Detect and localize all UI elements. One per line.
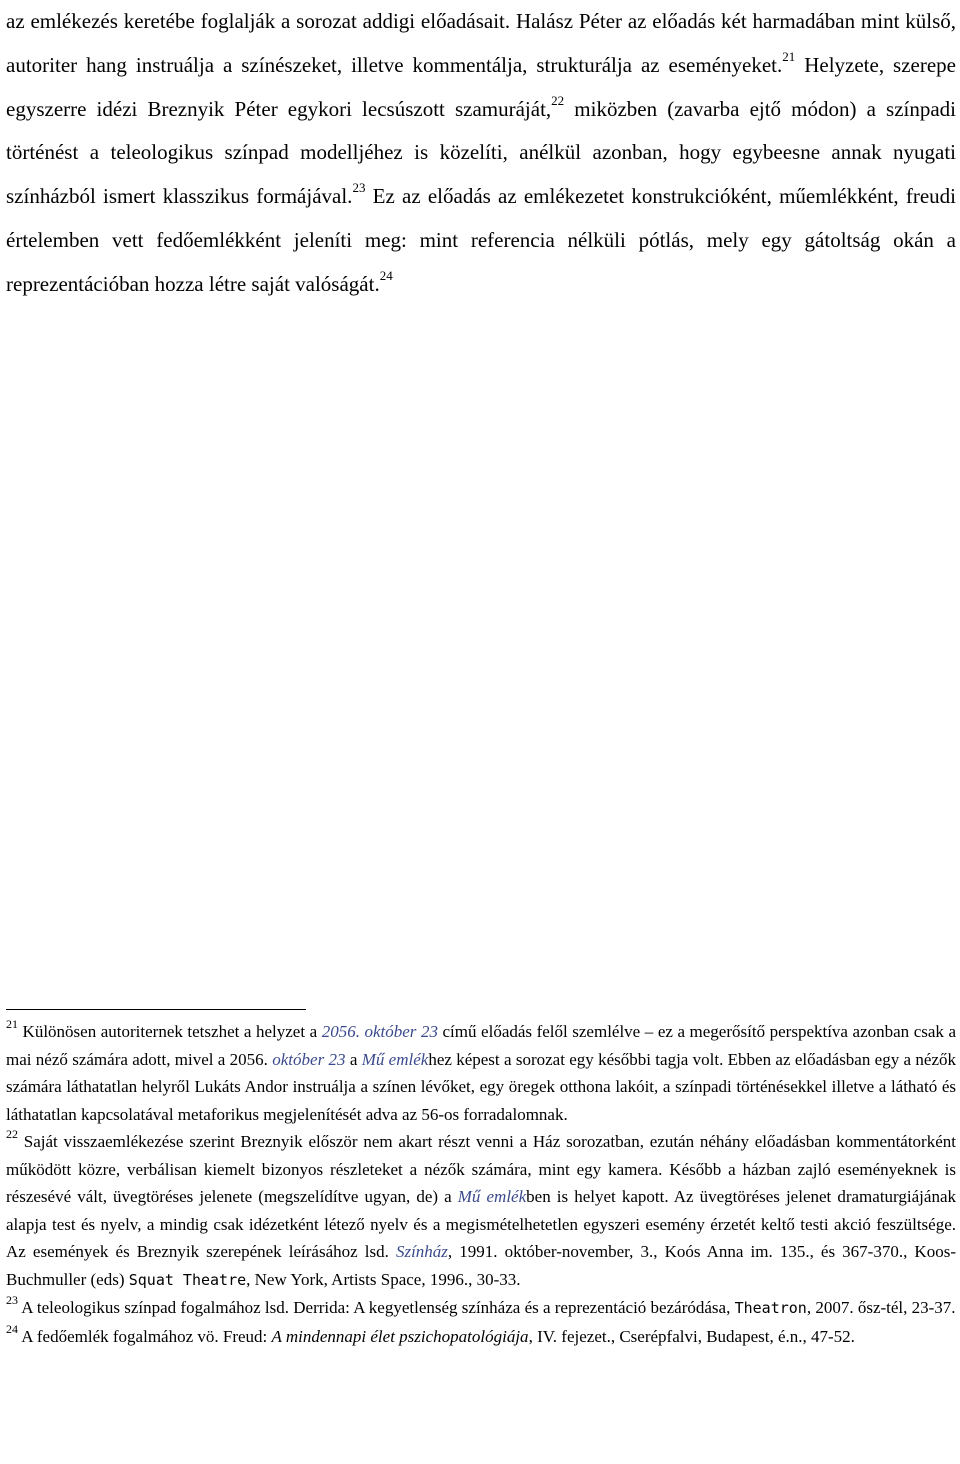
footnote-24 [6,1323,956,1351]
footnote-text: című előadás felől szemlélve – ez a megerősítő perspektíva azonban csak a mai néző számára adott, mivel a 2056. [6,1022,956,1069]
footnote-italic: Mű emlék [361,1049,429,1069]
footnote-text: a [345,1049,362,1069]
footnote-number: 23 [6,1293,18,1308]
body-text-segment: az emlékezés keretébe foglalják a sorozat addigi előadásait. Halász Péter az előadás két harmadában mint külső, autoriter hang instruálja a színészeket, illetve kommentálja, strukturálja az eseményeket. [6,9,956,77]
footnote-mono: Squat Theatre [128,1270,247,1289]
body-paragraph [6,0,956,307]
footnote-text: , 2007. ősz-tél, 23-37. [806,1298,956,1317]
footnote-23 [6,1294,956,1323]
footnote-text: ben is helyet kapott. Az üvegtöréses jelenet dramaturgiájának alapja test és nyelv, a mindig csak idézetként létező nyelv és a megismételhetetlen egyszeri esemény érzetét keltő testi akció feszültsége. Az események és Breznyik szerepének leírásához lsd. [6,1187,956,1261]
footnote-text: , 1991. október-november, 3., Koós Anna im. 135., és 367-370., Koos-Buchmuller (eds) [6,1242,956,1289]
footnote-ref-21[interactable]: 21 [782,48,796,64]
main-text [6,0,956,307]
footnote-text: hez képest a sorozat egy későbbi tagja volt. Ebben az előadásban egy a nézők számára láthatatlan helyről Lukáts Andor instruálja a színen lévőket, egy öregek otthona lakóit, a színpadi történésekkel illetve a látható és láthatatlan kapcsolatával metaforikus megjelenítését adva az 56-os forradalomnak. [6,1049,956,1124]
body-text-segment: Ez az előadás az emlékezetet konstrukcióként, műemlékként, freudi értelemben vett fedőemlékként jeleníti meg: mint referencia nélküli pótlás, mely egy gátoltság okán a reprezentációban hozza létre saját valóságát. [6,184,956,296]
footnote-text: Különösen autoriternek tetszhet a helyzet a [18,1022,322,1041]
footnote-mono: Theatron [734,1299,807,1317]
footnote-text: A fedőemlék fogalmához vö. Freud: [18,1326,272,1346]
footnote-separator [6,1009,306,1010]
body-text-segment: miközben (zavarba ejtő módon) a színpadi történést a teleologikus színpad modelljéhez is közelíti, anélkül azonban, hogy egybeesne annak nyugati színházból ismert klasszikus formájával. [6,96,956,209]
body-text-segment: Helyzete, szerepe egyszerre idézi Breznyik Péter egykori lecsúszott szamuráját, [6,52,956,121]
footnotes-section [6,1018,956,1350]
footnote-italic: 2056. október 23 [321,1022,438,1041]
footnote-text: Saját visszaemlékezése szerint Breznyik először nem akart részt venni a Ház sorozatban, ezután néhány előadásban kommentátorként működött közre, verbálisan kiemelt bizonyos részleteket a nézők számára, mint egy kamera. Később a házban zajló eseményeknek is részesévé vált, üvegtöréses jelenete (megszelídítve ugyan, de) a [6,1132,956,1206]
footnote-22 [6,1128,956,1294]
footnote-text: , New York, Artists Space, 1996., 30-33. [246,1269,521,1289]
footnote-number: 22 [6,1127,18,1142]
footnote-text: A teleologikus színpad fogalmához lsd. Derrida: A kegyetlenség színháza és a reprezentáció bezáródása, [18,1298,735,1317]
footnote-ref-22[interactable]: 22 [551,92,565,108]
footnote-italic: Színház [395,1242,448,1261]
footnote-number: 24 [6,1321,18,1336]
footnote-ref-24[interactable]: 24 [379,267,393,283]
footnote-italic: A mindennapi élet pszichopatológiája [271,1326,529,1346]
footnote-italic: Mű emlék [457,1187,527,1206]
footnote-ref-23[interactable]: 23 [352,180,366,196]
footnote-text: , IV. fejezet., Cserépfalvi, Budapest, é.n., 47-52. [528,1326,855,1346]
footnote-italic: október 23 [272,1049,346,1069]
footnote-21 [6,1018,956,1128]
footnote-number: 21 [6,1017,18,1032]
